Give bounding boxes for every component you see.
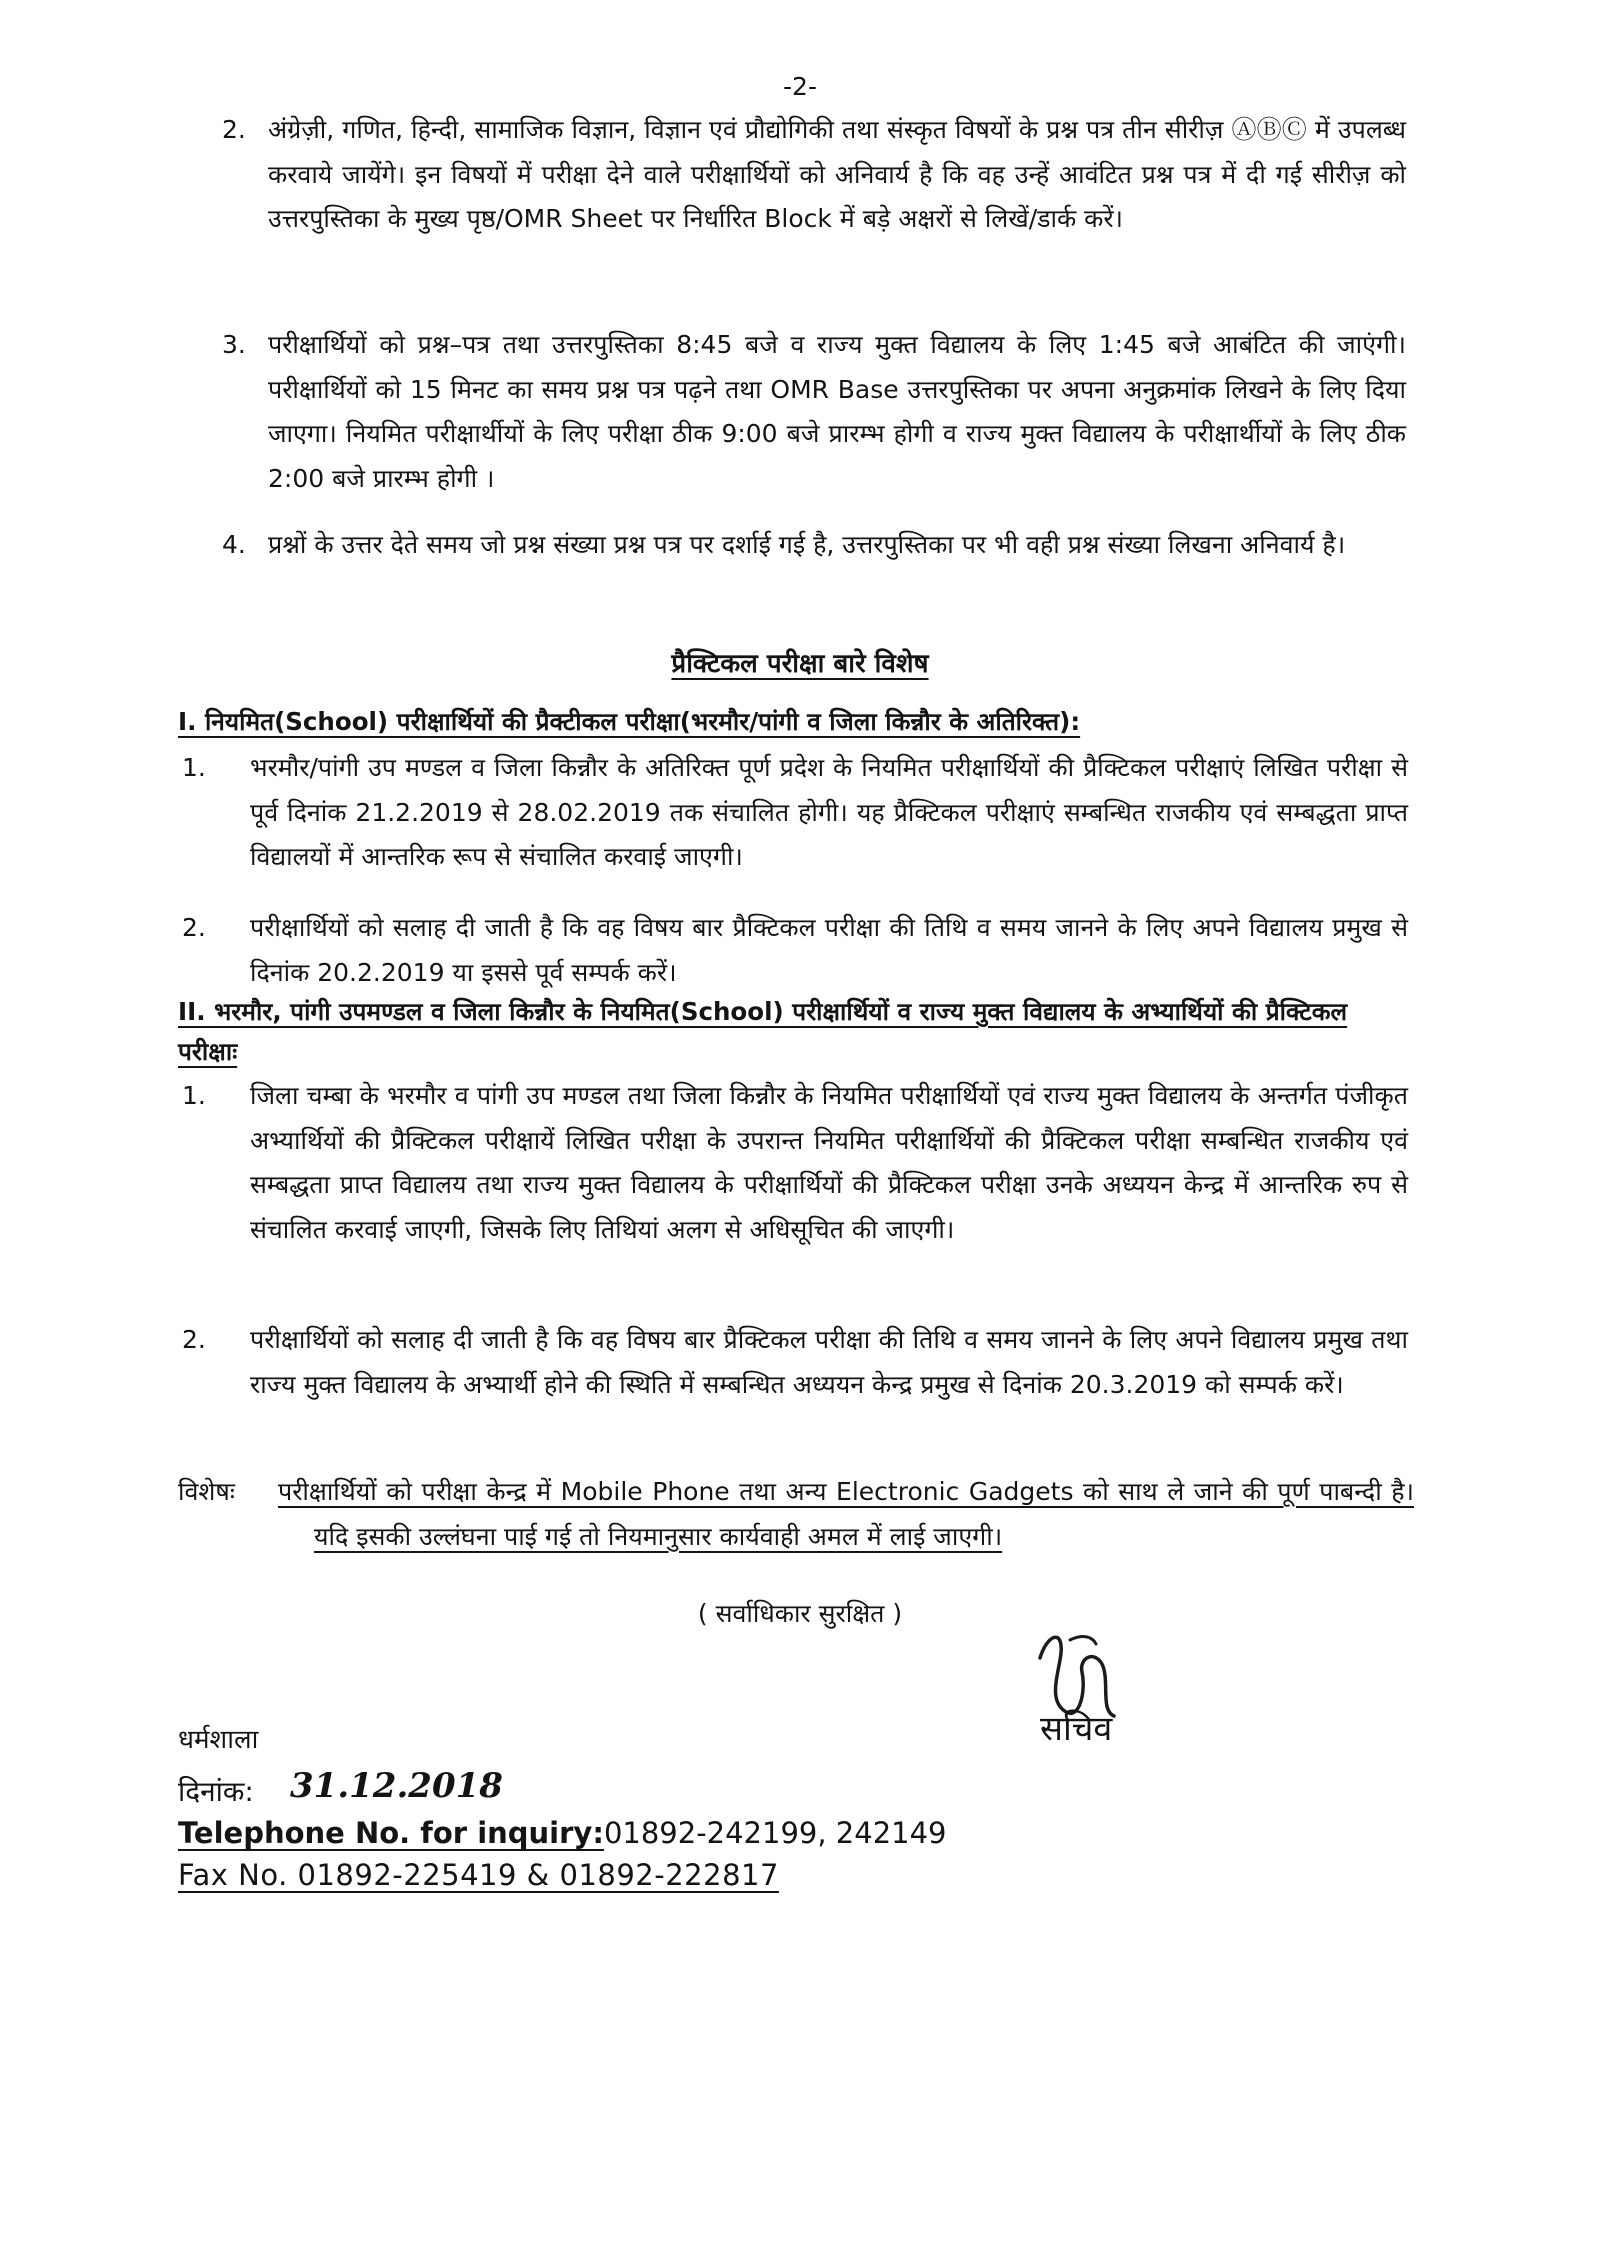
page-number: -2-: [783, 72, 817, 101]
telephone-line: [178, 1816, 947, 1850]
section-1-item-number: 1.: [182, 753, 206, 782]
section-1-item-text: भरमौर/पांगी उप मण्डल व जिला किन्नौर के अतिरिक्त पूर्ण प्रदेश के नियमित परीक्षार्थियों की प्रैक्टिकल परीक्षाएं लिखित परीक्षा से पूर्व दिनांक 21.2.2019 से 28.02.2019 तक संचालित होगी। यह प्रैक्टिकल परीक्षाएं सम्बन्धित राजकीय एवं सम्बद्धता प्राप्त विद्यालयों में आन्तरिक रूप से संचालित करवाई जाएगी।: [250, 753, 1408, 871]
instruction-number: 2.: [222, 115, 246, 144]
fax-line: Fax No. 01892-225419 & 01892-222817: [178, 1858, 779, 1892]
section-2-heading: II. भरमौर, पांगी उपमण्डल व जिला किन्नौर के नियमित(School) परीक्षार्थियों व राज्य मुक्त विद्यालय के अभ्यार्थियों की प्रैक्टिकल परीक्षाः: [178, 997, 1348, 1066]
section-2-item-text: जिला चम्बा के भरमौर व पांगी उप मण्डल तथा जिला किन्नौर के नियमित परीक्षार्थियों एवं राज्य मुक्त विद्यालय के अन्तर्गत पंजीकृत अभ्यार्थियों की प्रैक्टिकल परीक्षायें लिखित परीक्षा के उपरान्त नियमित परीक्षार्थियों की प्रैक्टिकल परीक्षा सम्बन्धित राजकीय एवं सम्बद्धता प्राप्त विद्यालय तथा राज्य मुक्त विद्यालय के परीक्षार्थियों की प्रैक्टिकल परीक्षा उनके अध्ययन केन्द्र में आन्तरिक रुप से संचालित करवाई जाएगी, जिसके लिए तिथियां अलग से अधिसूचित की जाएगी।: [250, 1081, 1408, 1244]
section-1-item-number: 2.: [182, 913, 206, 942]
section-1-heading: I. नियमित(School) परीक्षार्थियों की प्रैक्टीकल परीक्षा(भरमौर/पांगी व जिला किन्नौर के अतिरिक्त):: [178, 707, 1081, 736]
instruction-number: 3.: [222, 330, 246, 359]
signature-title: सचिव: [1040, 1709, 1113, 1749]
instruction-text: प्रश्नों के उत्तर देते समय जो प्रश्न संख्या प्रश्न पत्र पर दर्शाई गई है, उत्तरपुस्तिका पर भी वही प्रश्न संख्या लिखना अनिवार्य है।: [268, 530, 1346, 559]
section-1-item-text: परीक्षार्थियों को सलाह दी जाती है कि वह विषय बार प्रैक्टिकल परीक्षा की तिथि व समय जानने के लिए अपने विद्यालय प्रमुख से दिनांक 20.2.2019 या इससे पूर्व सम्पर्क करें।: [250, 913, 1408, 987]
section-2-item-number: 2.: [182, 1325, 206, 1354]
section-2-item-text: परीक्षार्थियों को सलाह दी जाती है कि वह विषय बार प्रैक्टिकल परीक्षा की तिथि व समय जानने के लिए अपने विद्यालय प्रमुख तथा राज्य मुक्त विद्यालय के अभ्यार्थी होने की स्थिति में सम्बन्धित अध्ययन केन्द्र प्रमुख से दिनांक 20.3.2019 को सम्पर्क करें।: [250, 1325, 1408, 1399]
date-label: दिनांक:: [178, 1775, 254, 1808]
note-text: परीक्षार्थियों को परीक्षा केन्द्र में Mobile Phone तथा अन्य Electronic Gadgets को साथ ले जाने की पूर्ण पाबन्दी है। यदि इसकी उल्लंघना पाई गई तो नियमानुसार कार्यवाही अमल में लाई जाएगी।: [278, 1477, 1414, 1551]
place-label: धर्मशाला: [178, 1725, 259, 1755]
practical-heading: प्रैक्टिकल परीक्षा बारे विशेष: [671, 649, 929, 679]
instruction-text: अंग्रेज़ी, गणित, हिन्दी, सामाजिक विज्ञान, विज्ञान एवं प्रौद्योगिकी तथा संस्कृत विषयों के प्रश्न पत्र तीन सीरीज़ ⒶⒷⒸ में उपलब्ध करवाये जायेंगे। इन विषयों में परीक्षा देने वाले परीक्षार्थियों को अनिवार्य है कि वह उन्हें आवंटित प्रश्न पत्र में दी गई सीरीज़ को उत्तरपुस्तिका के मुख्य पृष्ठ/OMR Sheet पर निर्धारित Block में बड़े अक्षरों से लिखें/डार्क करें।: [268, 115, 1406, 233]
copyright-notice: ( सर्वाधिकार सुरक्षित ): [697, 1599, 903, 1628]
section-2-item-number: 1.: [182, 1081, 206, 1110]
instruction-text: परीक्षार्थियों को प्रश्न–पत्र तथा उत्तरपुस्तिका 8:45 बजे व राज्य मुक्त विद्यालय के लिए 1:45 बजे आबंटित की जाएंगी। परीक्षार्थियों को 15 मिनट का समय प्रश्न पत्र पढ़ने तथा OMR Base उत्तरपुस्तिका पर अपना अनुक्रमांक लिखने के लिए दिया जाएगा। नियमित परीक्षार्थीयों के लिए परीक्षा ठीक 9:00 बजे प्रारम्भ होगी व राज्य मुक्त विद्यालय के परीक्षार्थीयों के लिए ठीक 2:00 बजे प्रारम्भ होगी ।: [268, 330, 1406, 493]
telephone-number: 01892-242199, 242149: [603, 1816, 947, 1850]
date-value: 31.12.2018: [290, 1766, 503, 1806]
telephone-label: Telephone No. for inquiry:: [178, 1816, 604, 1850]
note-label: विशेषः: [178, 1477, 235, 1506]
instruction-number: 4.: [222, 530, 246, 559]
